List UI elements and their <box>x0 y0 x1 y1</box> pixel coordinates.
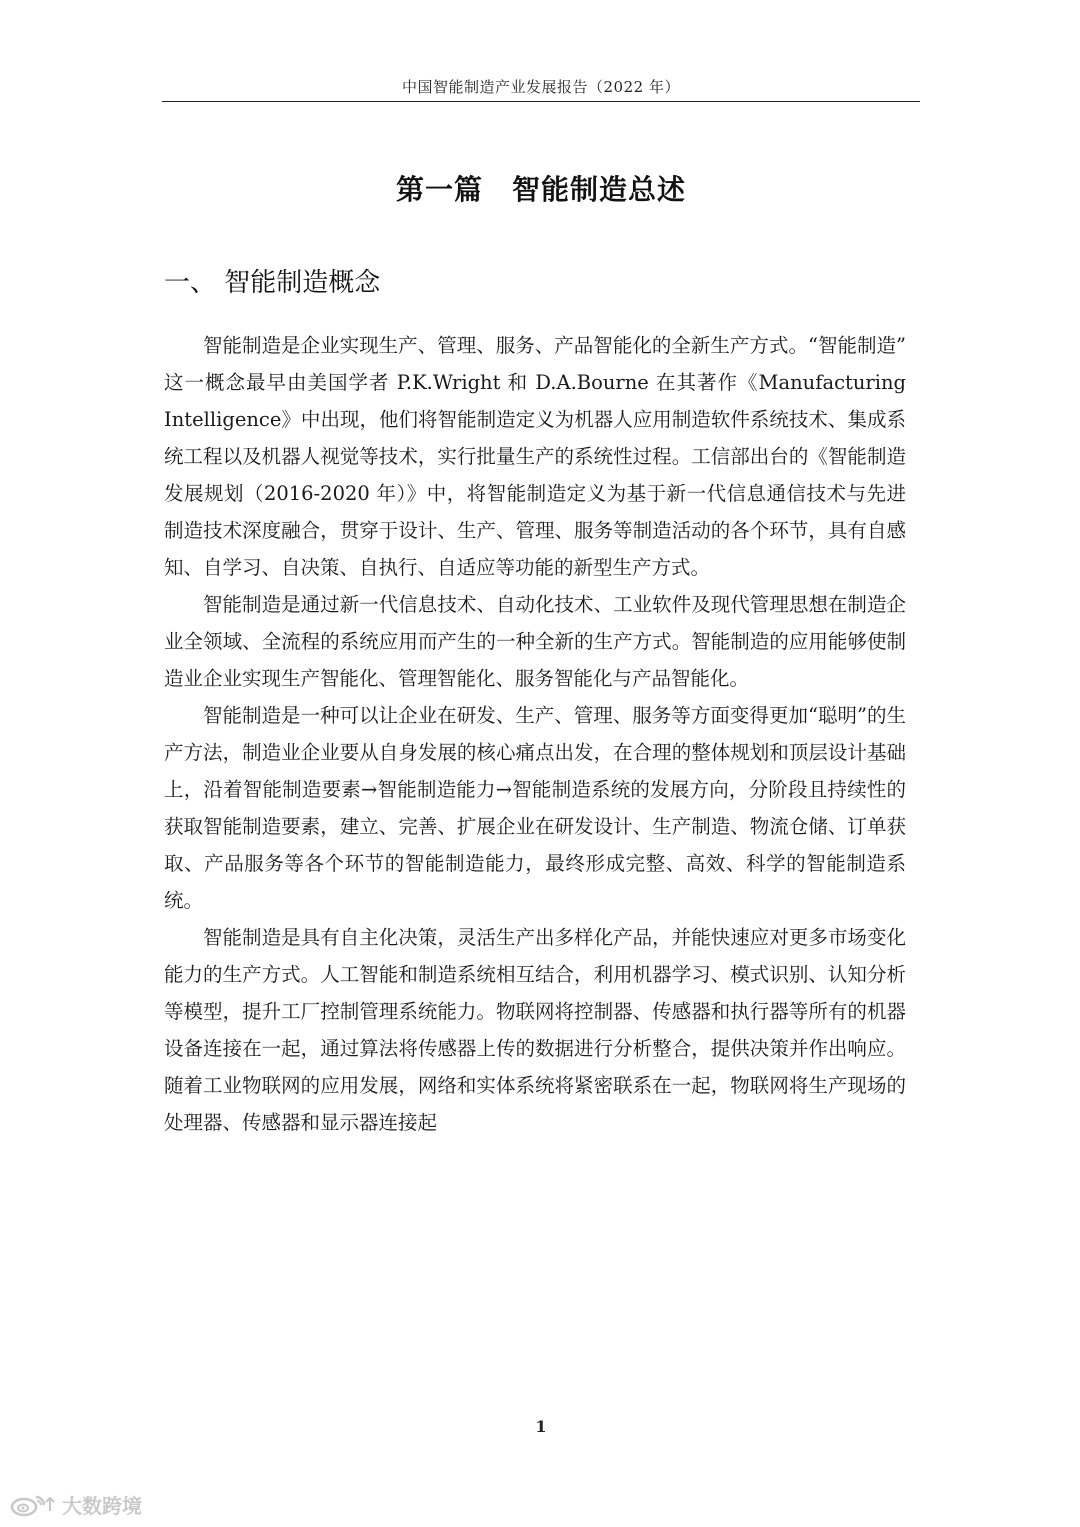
page-number: 1 <box>535 1417 547 1436</box>
watermark <box>10 1490 142 1519</box>
paragraph: 智能制造是具有自主化决策，灵活生产出多样化产品，并能快速应对更多市场变化能力的生产方式。人工智能和制造系统相互结合，利用机器学习、模式识别、认知分析等模型，提升工厂控制管理系统能力。物联网将控制器、传感器和执行器等所有的机器设备连接在一起，通过算法将传感器上传的数据进行分析整合，提供决策并作出响应。随着工业物联网的应用发展，网络和实体系统将紧密联系在一起，物联网将生产现场的处理器、传感器和显示器连接起 <box>164 926 906 1134</box>
paragraph: 智能制造是一种可以让企业在研发、生产、管理、服务等方面变得更加“聪明”的生产方法，制造业企业要从自身发展的核心痛点出发，在合理的整体规划和顶层设计基础上，沿着智能制造要素→智能制造能力→智能制造系统的发展方向，分阶段且持续性的获取智能制造要素，建立、完善、扩展企业在研发设计、生产制造、物流仓储、订单获取、产品服务等各个环节的智能制造能力，最终形成完整、高效、科学的智能制造系统。 <box>164 704 906 912</box>
part-title: 第一篇 智能制造总述 <box>395 173 686 206</box>
weibo-logo-icon <box>10 1493 56 1517</box>
body-text <box>164 327 906 1141</box>
section-heading: 一、 智能制造概念 <box>164 268 381 298</box>
paragraph: 智能制造是企业实现生产、管理、服务、产品智能化的全新生产方式。“智能制造” 这一概念最早由美国学者 P.K.Wright 和 D.A.Bourne 在其著作《Manufacturing Intelligence》中出现，他们将智能制造定义为机器人应用制造软件系统技术、集成系统工程以及机器人视觉等技术，实行批量生产的系统性过程。工信部出台的《智能制造发展规划（2016-2020 年）》中，将智能制造定义为基于新一代信息通信技术与先进制造技术深度融合，贯穿于设计、生产、管理、服务等制造活动的各个环节，具有自感知、自学习、自决策、自执行、自适应等功能的新型生产方式。 <box>164 334 906 579</box>
header-rule <box>162 101 920 102</box>
paragraph: 智能制造是通过新一代信息技术、自动化技术、工业软件及现代管理思想在制造企业全领域、全流程的系统应用而产生的一种全新的生产方式。智能制造的应用能够使制造业企业实现生产智能化、管理智能化、服务智能化与产品智能化。 <box>164 593 906 690</box>
running-header: 中国智能制造产业发展报告（2022 年） <box>402 78 680 96</box>
watermark-text: 大数跨境 <box>62 1494 142 1518</box>
